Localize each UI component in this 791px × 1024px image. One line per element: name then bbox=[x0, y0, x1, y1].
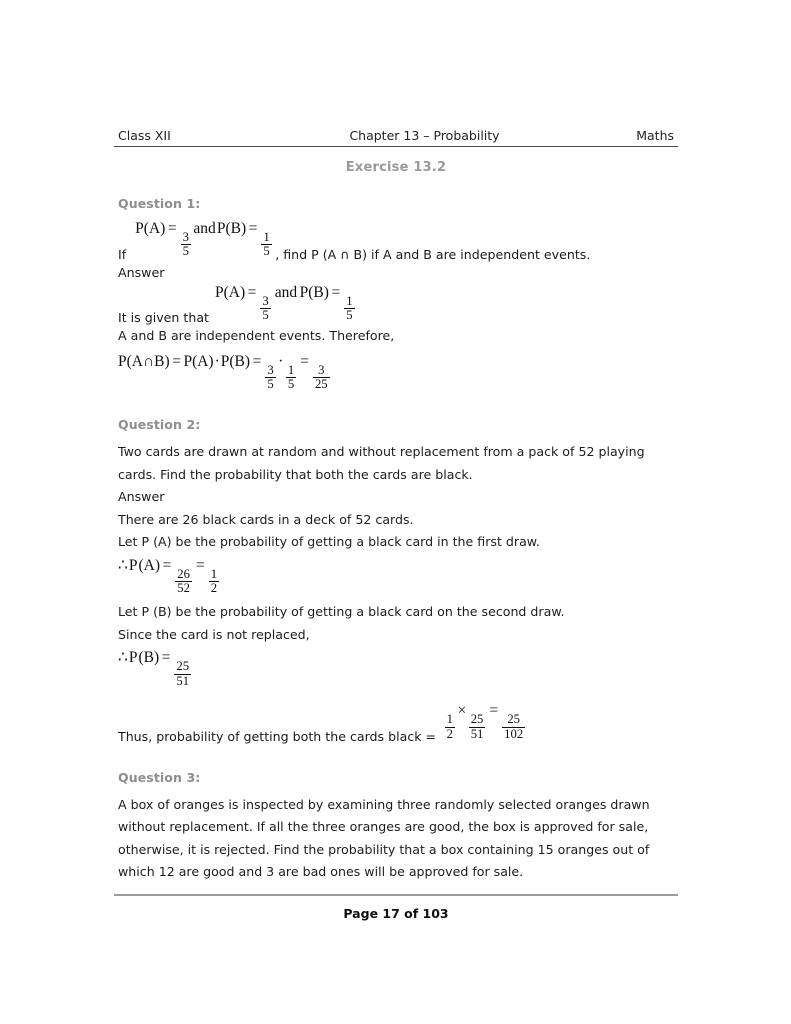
fraction-denominator: 5 bbox=[267, 377, 274, 392]
question-2-prompt-line-2: cards. Find the probability that both the cards are black. bbox=[118, 466, 473, 482]
fraction-numerator: 3 bbox=[262, 294, 269, 309]
fraction-numerator: 25 bbox=[507, 712, 521, 727]
question-1-result-equation bbox=[118, 353, 678, 391]
therefore-symbol: ∴ bbox=[118, 556, 128, 574]
fraction-denominator: 5 bbox=[262, 308, 269, 323]
header-chapter-label: Chapter 13 – Probability bbox=[349, 128, 500, 143]
fraction-3-over-5 bbox=[181, 231, 191, 258]
formula-pb-label: P bbox=[299, 284, 309, 302]
question-2-conclusion-row bbox=[118, 698, 678, 744]
question-2-pb-equation bbox=[118, 648, 678, 687]
fraction-denominator: 52 bbox=[177, 581, 190, 596]
question-2-line-2: Let P (A) be the probability of getting a black card in the first draw. bbox=[118, 534, 540, 550]
formula-eq-1: = bbox=[247, 284, 257, 302]
formula-pa-arg: (A) bbox=[143, 219, 166, 237]
question-2-answer-label: Answer bbox=[118, 489, 165, 505]
fraction-denominator: 5 bbox=[263, 243, 270, 258]
question-2-prompt-line-1: Two cards are drawn at random and without replacement from a pack of 52 playing bbox=[118, 444, 645, 460]
question-1-heading: Question 1: bbox=[118, 196, 201, 211]
question-1-result-formula bbox=[118, 353, 678, 391]
formula-eq-2: = bbox=[248, 219, 258, 237]
fraction-numerator: 1 bbox=[346, 294, 353, 309]
fraction-denominator: 2 bbox=[210, 581, 218, 596]
fraction-numerator: 25 bbox=[470, 712, 484, 727]
formula-pa-arg: (A) bbox=[138, 556, 161, 574]
question-2-line-1: There are 26 black cards in a deck of 52 cards. bbox=[118, 511, 414, 527]
formula-eq-3: = bbox=[300, 353, 309, 370]
question-1-given-formula bbox=[215, 284, 356, 322]
fraction-denominator: 51 bbox=[470, 726, 484, 741]
footer-divider bbox=[114, 894, 678, 896]
question-2-line-4: Since the card is not replaced, bbox=[118, 626, 310, 642]
fraction-1-over-5 bbox=[286, 364, 296, 391]
formula-pb-label: P bbox=[216, 219, 226, 237]
formula-pb-label: P bbox=[220, 353, 230, 370]
formula-eq-2: = bbox=[331, 284, 341, 302]
header-row bbox=[114, 128, 678, 145]
fraction-25-over-51 bbox=[469, 713, 486, 740]
fraction-1-over-5 bbox=[344, 295, 354, 322]
formula-pb-arg: (B) bbox=[225, 219, 247, 237]
question-1-answer-label: Answer bbox=[118, 265, 165, 280]
question-1-prompt-formula bbox=[135, 220, 273, 258]
formula-dot-operator-2: · bbox=[278, 353, 284, 370]
question-2-pa-formula bbox=[118, 556, 678, 595]
question-1-prompt bbox=[118, 220, 678, 262]
formula-pa-label: P bbox=[214, 284, 224, 302]
formula-eq-1: = bbox=[489, 702, 499, 720]
fraction-25-over-102 bbox=[502, 713, 525, 740]
header-subject-label: Maths bbox=[636, 128, 674, 143]
formula-pb-arg: (B) bbox=[229, 353, 251, 370]
page-footer bbox=[114, 894, 678, 921]
exercise-title: Exercise 13.2 bbox=[345, 160, 447, 175]
fraction-denominator: 5 bbox=[182, 243, 189, 258]
fraction-numerator: 1 bbox=[287, 363, 295, 378]
question-1-given-row bbox=[118, 285, 678, 325]
formula-pa-arg: (A) bbox=[223, 284, 246, 302]
formula-eq-1: = bbox=[172, 353, 181, 370]
question-2-heading: Question 2: bbox=[118, 417, 201, 433]
multiplication-symbol: × bbox=[457, 702, 467, 720]
document-page bbox=[114, 0, 678, 1024]
question-2-conclusion-lead: Thus, probability of getting both the cards black = bbox=[118, 728, 437, 744]
formula-and-word-1: and bbox=[274, 284, 298, 302]
formula-p-label: P bbox=[118, 353, 127, 370]
question-2-pb-formula bbox=[118, 648, 678, 687]
fraction-denominator: 5 bbox=[287, 377, 295, 392]
formula-eq-1: = bbox=[162, 556, 172, 574]
page-content bbox=[118, 196, 678, 884]
fraction-numerator: 3 bbox=[267, 363, 274, 378]
fraction-denominator: 5 bbox=[346, 308, 353, 323]
formula-eq-2: = bbox=[252, 353, 262, 370]
therefore-symbol: ∴ bbox=[118, 649, 128, 667]
header-class-label: Class XII bbox=[118, 128, 171, 143]
question-2-pa-equation bbox=[118, 556, 678, 595]
question-3-prompt-line-4: which 12 are good and 3 are bad ones will be approved for sale. bbox=[118, 864, 524, 880]
question-2-conclusion-formula bbox=[443, 702, 527, 740]
fraction-denominator: 2 bbox=[446, 726, 453, 741]
fraction-denominator: 25 bbox=[314, 377, 328, 392]
fraction-25-over-51 bbox=[174, 660, 191, 687]
header-divider bbox=[114, 146, 678, 147]
fraction-numerator: 26 bbox=[177, 567, 190, 581]
question-3-prompt-line-2: without replacement. If all the three oranges are good, the box is approved for sale, bbox=[118, 819, 649, 835]
formula-dot-operator: · bbox=[214, 353, 220, 370]
question-3-prompt-line-1: A box of oranges is inspected by examining three randomly selected oranges drawn bbox=[118, 796, 650, 812]
formula-pa-label: P bbox=[183, 353, 193, 370]
formula-eq-1: = bbox=[161, 649, 171, 667]
question-2-line-3: Let P (B) be the probability of getting a black card on the second draw. bbox=[118, 604, 565, 620]
fraction-numerator: 1 bbox=[210, 567, 218, 581]
formula-intersection-arg: (A∩B) bbox=[126, 353, 170, 370]
fraction-1-over-2 bbox=[445, 713, 455, 740]
fraction-3-over-5 bbox=[260, 295, 270, 322]
fraction-denominator: 102 bbox=[504, 726, 524, 741]
question-3-heading: Question 3: bbox=[118, 769, 201, 785]
fraction-denominator: 51 bbox=[176, 673, 190, 688]
fraction-1-over-2 bbox=[209, 568, 219, 595]
question-1-therefore-line: A and B are independent events. Therefore, bbox=[118, 327, 395, 343]
formula-and-word-1: and bbox=[193, 219, 216, 237]
fraction-numerator: 1 bbox=[446, 712, 453, 727]
fraction-numerator: 3 bbox=[182, 229, 189, 244]
formula-pb-arg: (B) bbox=[138, 649, 160, 667]
formula-eq-1: = bbox=[167, 219, 177, 237]
fraction-numerator: 25 bbox=[176, 659, 190, 674]
formula-eq-2: = bbox=[195, 556, 205, 574]
fraction-3-over-25 bbox=[313, 364, 330, 391]
formula-pa-label: P bbox=[128, 556, 138, 574]
formula-pa-label: P bbox=[135, 219, 144, 237]
formula-p-label: P bbox=[128, 649, 138, 667]
question-1-prompt-tail: , find P (A ∩ B) if A and B are independent events. bbox=[275, 247, 591, 262]
fraction-26-over-52 bbox=[175, 568, 192, 595]
question-1-prompt-lead: If bbox=[118, 247, 127, 262]
question-3-prompt-line-3: otherwise, it is rejected. Find the probability that a box containing 15 oranges out of bbox=[118, 841, 650, 857]
fraction-3-over-5 bbox=[265, 364, 275, 391]
question-1-given-lead: It is given that bbox=[118, 309, 209, 325]
fraction-numerator: 3 bbox=[318, 363, 325, 378]
fraction-numerator: 1 bbox=[263, 229, 270, 244]
formula-pa-arg: (A) bbox=[192, 353, 214, 370]
page-number-label: Page 17 of 103 bbox=[343, 906, 449, 921]
fraction-1-over-5 bbox=[261, 231, 271, 258]
page-header bbox=[114, 128, 678, 150]
formula-pb-arg: (B) bbox=[308, 284, 329, 302]
